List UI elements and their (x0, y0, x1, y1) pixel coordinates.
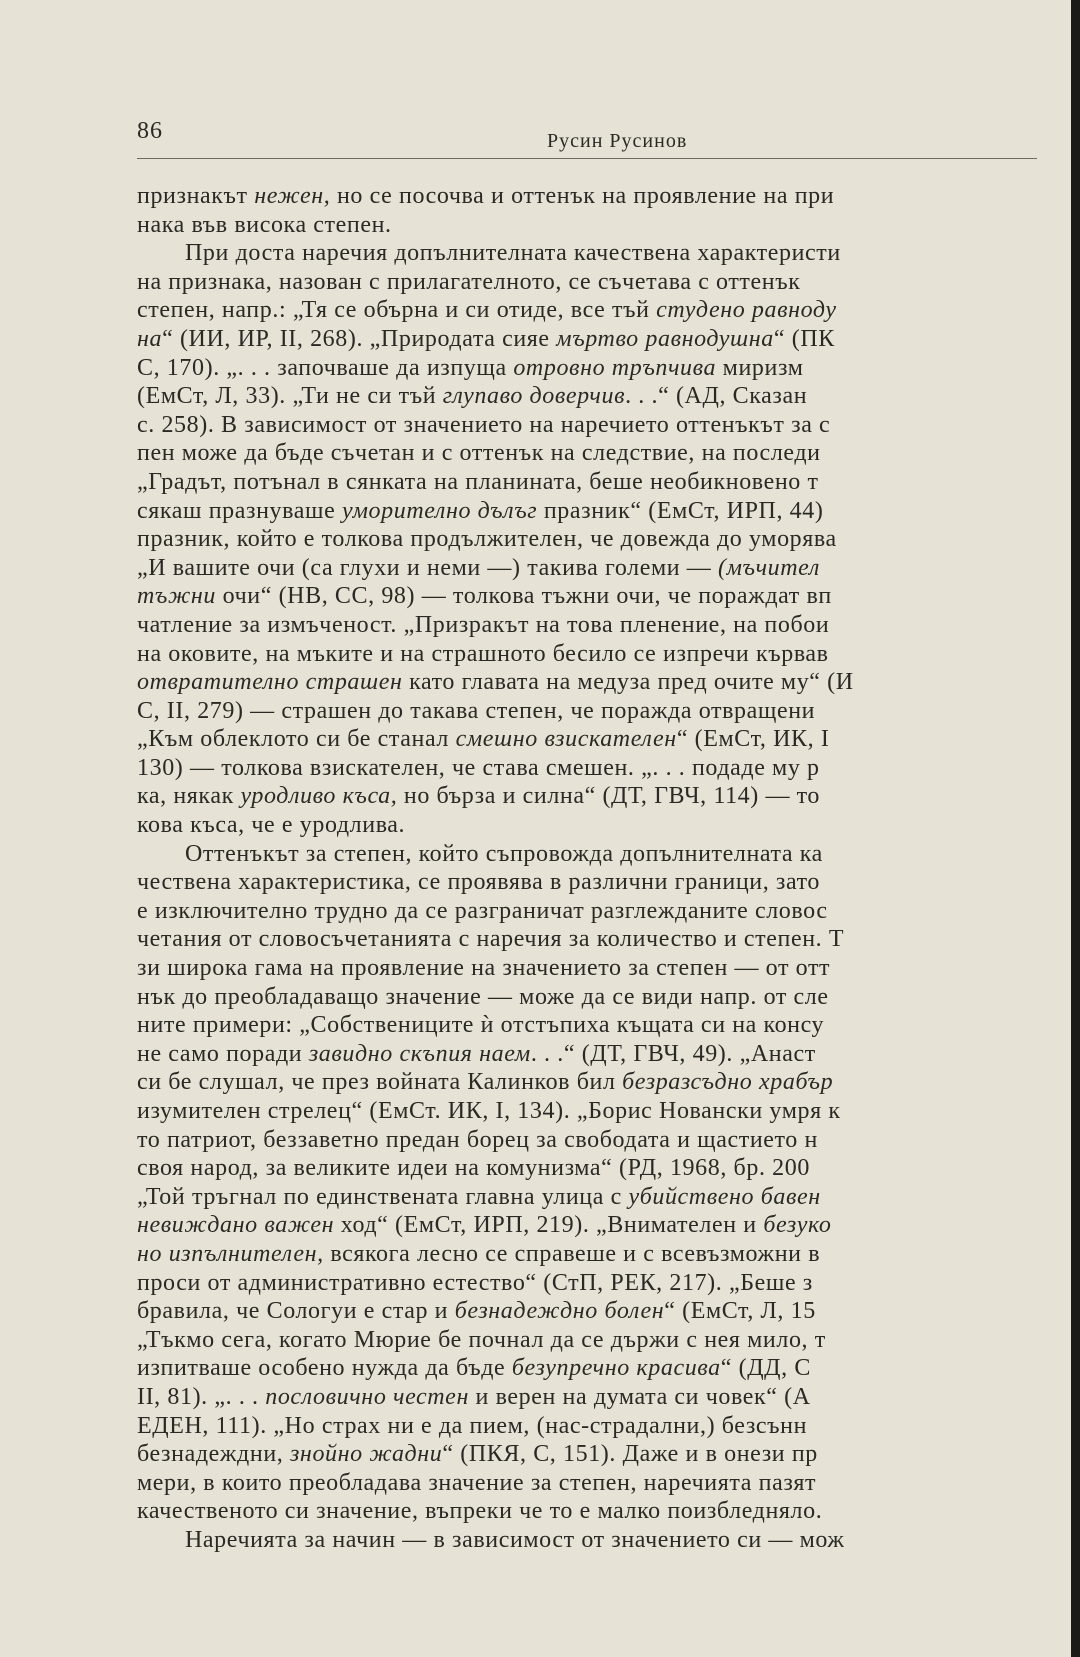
text-segment: на оковите, на мъките и на страшното бесило се изпречи кървав (137, 640, 829, 667)
text-segment: празник“ (ЕмСт, ИРП, 44) (537, 497, 824, 524)
text-line (137, 1383, 1057, 1412)
text-segment: (ЕмСт, Л, 33). „Ти не си тъй (137, 383, 443, 410)
text-segment: . . .“ (АД, Сказан (625, 383, 808, 410)
italic-example: безупречно красива (511, 1355, 721, 1382)
text-segment: “ (ЕмСт, Л, 15 (664, 1298, 816, 1325)
text-line (137, 354, 1057, 383)
text-line (137, 640, 1057, 669)
text-line (137, 954, 1057, 983)
text-segment: “ (ПК (773, 325, 835, 352)
italic-example: тъжни (137, 583, 217, 610)
text-segment: . . .“ (ДТ, ГВЧ, 49). „Анаст (530, 1040, 816, 1067)
italic-example: завидно скъпия наем (308, 1040, 531, 1067)
text-segment: “ (ЕмСт, ИК, I (676, 726, 830, 753)
text-line (137, 239, 1057, 268)
text-line (137, 725, 1057, 754)
text-segment: зи широка гама на проявление на значението за степен — от отт (137, 955, 831, 982)
text-segment: очи“ (НВ, СС, 98) — толкова тъжни очи, че пораждат вп (216, 583, 832, 610)
italic-example: безразсъдно храбър (622, 1069, 834, 1096)
text-segment: ЕДЕН, 111). „Но страх ни е да пием, (нас-страдални,) безсънн (137, 1412, 808, 1439)
text-segment: „Тъкмо сега, когато Мюрие бе почнал да се държи с нея мило, т (137, 1326, 826, 1353)
text-segment: “ (ПКЯ, С, 151). Даже и в онези пр (442, 1441, 818, 1468)
text-segment: нака във висока степен. (137, 211, 392, 238)
page-number: 86 (137, 118, 163, 144)
italic-example: но изпълнителен, (137, 1240, 324, 1267)
text-segment: „Той тръгнал по единствената главна улица с (137, 1183, 629, 1210)
text-segment: чатление за измъченост. „Призракът на това пленение, на побои (137, 611, 830, 638)
italic-example: на (137, 325, 163, 352)
text-line (137, 1240, 1057, 1269)
text-line (137, 1211, 1057, 1240)
text-line (137, 1269, 1057, 1298)
text-line (137, 1497, 1057, 1526)
italic-example: отровно тръпчива (513, 354, 717, 381)
text-segment: „Към облеклото си бе станал (137, 726, 456, 753)
text-segment: „Градът, потънал в сянката на планината, беше необикновено т (137, 468, 819, 495)
text-segment: С, II, 279) — страшен до такава степен, че поражда отвращени (137, 697, 816, 724)
text-line (137, 782, 1057, 811)
italic-example: убийствено бавен (628, 1183, 821, 1210)
text-segment: четания от словосъчетанията с наречия за количество и степен. Т (137, 926, 845, 953)
page-header (137, 118, 1057, 162)
text-segment: е изключително трудно да се разграничат разглежданите словос (137, 897, 828, 924)
text-segment: сякаш празнуваше (137, 497, 342, 524)
italic-example: нежен, (254, 183, 331, 209)
text-segment: своя народ, за великите идеи на комунизма“ (РД, 1968, бр. 200 (137, 1155, 810, 1182)
text-line (137, 468, 1057, 497)
text-segment: си бе слушал, че през войната Калинков бил (137, 1069, 623, 1096)
text-segment: изумителен стрелец“ (ЕмСт. ИК, I, 134). „Борис Новански умря к (137, 1098, 841, 1124)
text-segment: изпитваше особено нужда да бъде (137, 1355, 512, 1382)
text-line (137, 1297, 1057, 1326)
text-line (137, 840, 1057, 869)
italic-example: безнадеждно болен (454, 1298, 665, 1325)
italic-example: студено равноду (656, 297, 837, 324)
text-segment: С, 170). „. . . започваше да изпуща (137, 354, 514, 381)
text-segment: II, 81). „. . . (137, 1383, 266, 1410)
text-segment: чествена характеристика, се проявява в различни граници, зато (137, 869, 820, 896)
text-line (137, 1011, 1057, 1040)
text-segment: но се посочва и оттенък на проявление на при (330, 183, 835, 209)
text-segment: признакът (137, 183, 255, 209)
text-segment: то патриот, беззаветно предан борец за свободата и щастието н (137, 1126, 818, 1153)
text-line (137, 182, 1057, 211)
text-line (137, 811, 1057, 840)
text-line (137, 1183, 1057, 1212)
text-segment: но бърза и силна“ (ДТ, ГВЧ, 114) — то (397, 783, 821, 810)
italic-example: пословично честен (265, 1383, 469, 1410)
italic-example: (мъчител (718, 554, 820, 581)
italic-example: уморително дълъг (341, 497, 538, 524)
running-head: Русин Русинов (547, 130, 688, 152)
text-segment: ход“ (ЕмСт, ИРП, 219). „Внимателен и (334, 1212, 764, 1239)
text-line (137, 1040, 1057, 1069)
text-segment: с. 258). В зависимост от значението на наречието оттенъкът за с (137, 411, 831, 438)
text-segment: миризм (716, 354, 804, 381)
text-line (137, 983, 1057, 1012)
text-line (137, 382, 1057, 411)
italic-example: уродливо къса, (240, 783, 398, 810)
text-segment: мери, в които преобладава значение за степен, наречията пазят (137, 1469, 817, 1496)
text-segment: пен може да бъде съчетан и с оттенък на следствие, на последи (137, 440, 821, 467)
text-line (137, 1440, 1057, 1469)
text-line (137, 668, 1057, 697)
text-line (137, 1126, 1057, 1155)
text-line (137, 268, 1057, 297)
text-segment: ните примери: „Собствениците ѝ отстъпиха къщата си на консу (137, 1012, 825, 1039)
italic-example: безуко (763, 1212, 832, 1239)
italic-example: невиждано важен (137, 1212, 335, 1239)
text-line (137, 1326, 1057, 1355)
text-line (137, 411, 1057, 440)
text-line (137, 554, 1057, 583)
text-line (137, 1154, 1057, 1183)
text-line (137, 1469, 1057, 1498)
text-segment: “ (ИИ, ИР, II, 268). „Природата сияе (162, 325, 557, 352)
text-segment: качественото си значение, въпреки че то е малко поизбледняло. (137, 1498, 823, 1525)
italic-example: смешно взискателен (455, 726, 677, 753)
text-segment: Наречията за начин — в зависимост от значението си — мож (185, 1526, 845, 1553)
text-segment: “ (ДД, С (720, 1355, 811, 1382)
text-line (137, 1068, 1057, 1097)
text-segment: всякога лесно се справеше и с всевъзможни в (323, 1240, 821, 1267)
text-segment: бравила, че Сологуи е стар и (137, 1298, 455, 1325)
text-segment: и верен на думата си човек“ (А (468, 1383, 811, 1410)
text-line (137, 1526, 1057, 1555)
text-line (137, 897, 1057, 926)
text-segment: безнадеждни, (137, 1441, 290, 1468)
text-line (137, 525, 1057, 554)
text-segment: на признака, назован с прилагателното, се съчетава с оттенък (137, 268, 801, 295)
text-segment: При доста наречия допълнителната качествена характеристи (185, 240, 841, 267)
text-segment: проси от административно естество“ (СтП, РЕК, 217). „Беше з (137, 1269, 813, 1296)
text-segment: степен, напр.: „Тя се обърна и си отиде, все тъй (137, 297, 657, 324)
text-line (137, 1354, 1057, 1383)
text-line (137, 211, 1057, 240)
text-line (137, 497, 1057, 526)
text-line (137, 325, 1057, 354)
text-segment: нък до преобладаващо значение — може да се види напр. от сле (137, 983, 829, 1010)
text-line (137, 296, 1057, 325)
body-text (137, 182, 1057, 1652)
header-rule (137, 158, 1037, 159)
italic-example: глупаво доверчив (442, 383, 626, 410)
text-line (137, 754, 1057, 783)
text-segment: като главата на медуза пред очите му“ (И (402, 669, 854, 696)
text-segment: 130) — толкова взискателен, че става смешен. „. . . подаде му р (137, 754, 820, 781)
text-line (137, 697, 1057, 726)
text-line (137, 439, 1057, 468)
italic-example: мъртво равнодушна (556, 325, 774, 352)
text-line (137, 1097, 1057, 1126)
text-segment: не само поради (137, 1040, 309, 1067)
text-line (137, 611, 1057, 640)
text-segment: Оттенъкът за степен, който съпровожда допълнителната ка (185, 840, 823, 867)
text-line (137, 925, 1057, 954)
page-edge-shadow (1071, 0, 1080, 1657)
italic-example: знойно жадни (289, 1441, 443, 1468)
italic-example: отвратително страшен (137, 669, 403, 696)
text-line (137, 1412, 1057, 1441)
text-line (137, 868, 1057, 897)
text-segment: ка, някак (137, 783, 241, 810)
text-segment: „И вашите очи (са глухи и неми —) такива големи — (137, 554, 719, 581)
text-segment: кова къса, че е уродлива. (137, 812, 406, 839)
text-segment: празник, който е толкова продължителен, че довежда до уморява (137, 526, 837, 553)
text-line (137, 582, 1057, 611)
